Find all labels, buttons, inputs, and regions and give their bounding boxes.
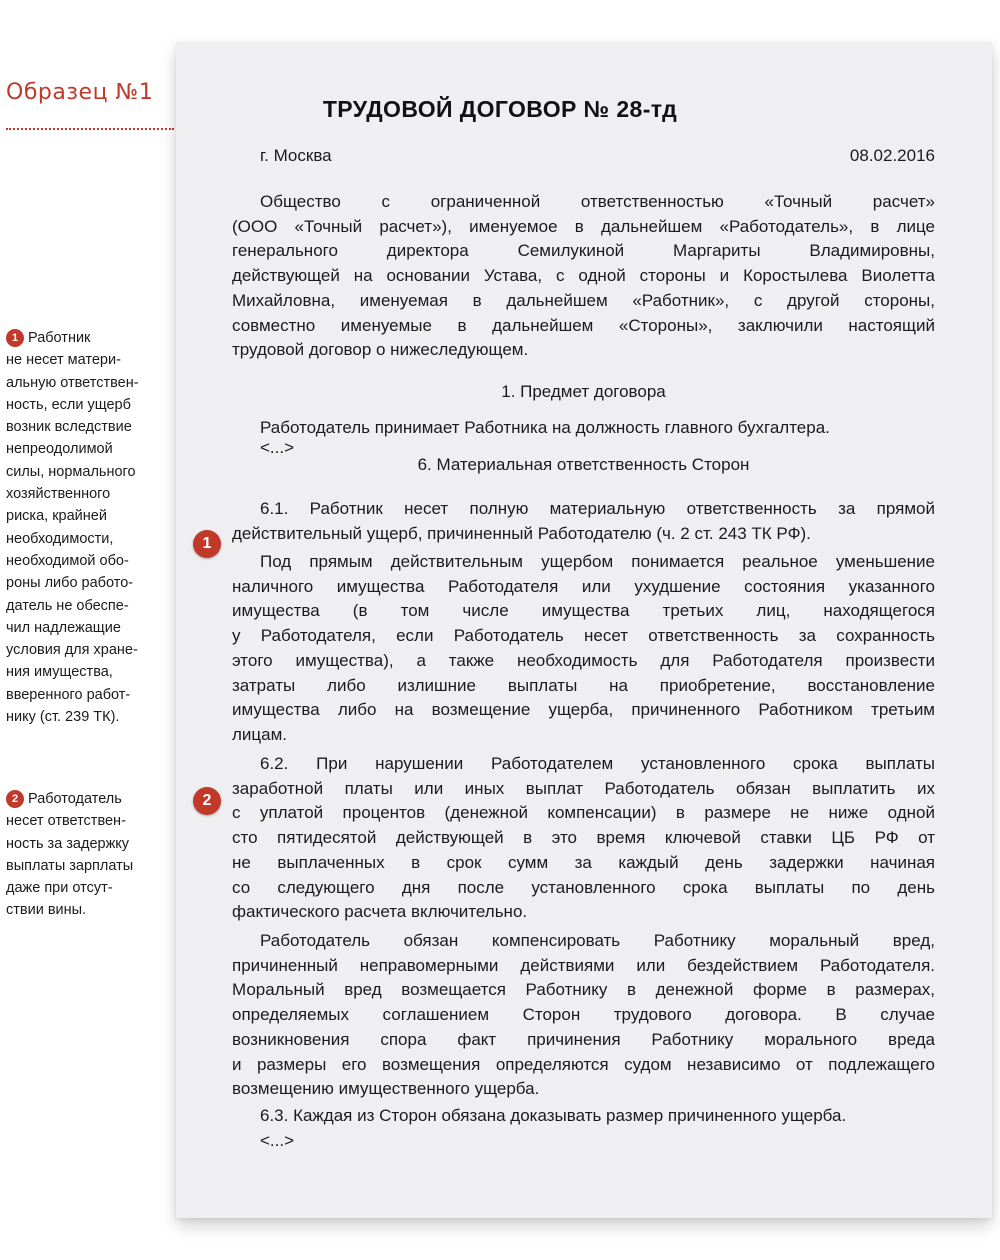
- text-line: сто пятидесятой действующей в это время ключевой ставки ЦБ РФ от: [232, 828, 935, 848]
- moral-damage-paragraph: [232, 929, 935, 1102]
- text-line: возникновения спора факт причинения Работнику морального вреда: [232, 1029, 935, 1049]
- text-line: Моральный вред возмещается Работнику в денежной форме в размерах,: [232, 980, 935, 1000]
- text-line: 6.2. При нарушении Работодателем установленного срока выплаты: [260, 754, 935, 773]
- note-1-marker: 1: [6, 329, 24, 347]
- text-line: определяемых соглашением Сторон трудового договора. В случае: [232, 1005, 935, 1025]
- text-line: Работодатель обязан компенсировать Работнику моральный вред,: [260, 931, 935, 950]
- ellipsis: <...>: [260, 438, 295, 457]
- text-line: наличного имущества Работодателя или ухудшение состояния указанного: [232, 576, 935, 596]
- note-line: необходимой обо-: [6, 552, 129, 569]
- note-line: условия для хране-: [6, 642, 138, 659]
- note-line: хозяйственного: [6, 486, 111, 503]
- text-line: (ООО «Точный расчет»), именуемое в дальнейшем «Работодатель», в лице: [232, 216, 935, 236]
- text-line: этого имущества), а также необходимость для Работодателя произвести: [232, 650, 935, 670]
- damage-definition-paragraph: [232, 550, 935, 748]
- note-line: несет ответствен-: [6, 813, 126, 830]
- sidebar-note-2: [6, 788, 156, 922]
- text-line: не выплаченных в срок сумм за каждый день задержки начиная: [232, 852, 935, 872]
- text-line: лицам.: [232, 724, 288, 744]
- text-line: генерального директора Семилукиной Маргариты Владимировны,: [232, 241, 935, 261]
- ellipsis: <...>: [260, 1130, 295, 1150]
- note-line: Работодатель: [28, 791, 122, 807]
- text-line: Под прямым действительным ущербом понимается реальное уменьшение: [260, 552, 935, 571]
- text-line: действительный ущерб, причиненный Работодателю (ч. 2 ст. 243 ТК РФ).: [232, 523, 811, 543]
- note-line: нику (ст. 239 ТК).: [6, 709, 120, 726]
- note-line: необходимости,: [6, 530, 114, 547]
- text-line: Общество с ограниченной ответственностью «Точный расчет»: [260, 192, 935, 211]
- note-line: ность, если ущерб: [6, 396, 131, 413]
- note-line: Работник: [28, 330, 91, 346]
- text-line: имущества либо на возмещение ущерба, причиненного Работником третьим: [232, 700, 935, 720]
- note-line: вверенного работ-: [6, 686, 131, 703]
- note-line: чил надлежащие: [6, 619, 121, 636]
- marker-1-badge: 1: [193, 530, 221, 558]
- text-line: 6.3. Каждая из Сторон обязана доказывать размер причиненного ущерба.: [260, 1106, 847, 1125]
- document-title: ТРУДОВОЙ ДОГОВОР № 28-тд: [322, 96, 678, 122]
- preamble-paragraph: [232, 190, 935, 363]
- note-line: ствии вины.: [6, 902, 87, 919]
- sidebar-note-1: [6, 327, 156, 728]
- note-line: ность за задержку: [6, 835, 130, 852]
- text-line: у Работодателя, если Работодатель несет ответственность за сохранность: [232, 626, 935, 646]
- text-line: Работодатель принимает Работника на должность главного бухгалтера.: [260, 418, 830, 437]
- marker-2-badge: 2: [193, 787, 221, 815]
- text-line: совместно именуемые в дальнейшем «Стороны», заключили настоящий: [232, 315, 935, 335]
- section-1-paragraph: [232, 418, 935, 458]
- text-line: имущества (в том числе имущества третьих лиц, находящегося: [232, 601, 935, 621]
- note-line: даже при отсут-: [6, 880, 113, 897]
- note-line: силы, нормального: [6, 463, 136, 480]
- note-line: датель не обеспе-: [6, 597, 129, 614]
- text-line: и размеры его возмещения определяются судом независимо от подлежащего: [232, 1054, 935, 1074]
- clause-6-1: [232, 497, 935, 546]
- section-1-heading: 1. Предмет договора: [501, 382, 666, 401]
- text-line: Михайловна, именуемая в дальнейшем «Работник», с другой стороны,: [232, 290, 935, 310]
- clause-6-2: [232, 752, 935, 925]
- note-2-marker: 2: [6, 790, 24, 808]
- text-line: возмещению имущественного ущерба.: [232, 1079, 540, 1099]
- text-line: причиненный неправомерными действиями или бездействием Работодателя.: [232, 955, 935, 975]
- note-line: не несет матери-: [6, 352, 121, 369]
- text-line: действующей на основании Устава, с одной стороны и Коростылева Виолетта: [232, 266, 935, 286]
- text-line: 6.1. Работник несет полную материальную ответственность за прямой: [260, 499, 935, 518]
- dotted-divider: [6, 128, 174, 130]
- document-city: г. Москва: [260, 146, 332, 165]
- note-line: альную ответствен-: [6, 374, 139, 391]
- note-line: выплаты зарплаты: [6, 857, 134, 874]
- note-1-first-line: [6, 327, 156, 349]
- note-line: роны либо работо-: [6, 575, 134, 592]
- sample-label: Образец №1: [6, 80, 154, 105]
- note-line: риска, крайней: [6, 508, 107, 525]
- note-line: непреодолимой: [6, 441, 113, 458]
- text-line: фактического расчета включительно.: [232, 902, 528, 922]
- clause-6-3: [232, 1104, 935, 1153]
- text-line: заработной платы или иных выплат Работодатель обязан выплатить их: [232, 778, 935, 798]
- text-line: трудовой договор о нижеследующем.: [232, 340, 529, 360]
- text-line: со следующего дня после установленного срока выплаты по день: [232, 877, 935, 897]
- note-line: ния имущества,: [6, 664, 113, 681]
- text-line: с уплатой процентов (денежной компенсации) в размере не ниже одной: [232, 803, 935, 823]
- text-line: затраты либо излишние выплаты на приобретение, восстановление: [232, 675, 935, 695]
- document-date: 08.02.2016: [849, 146, 935, 165]
- section-6-heading: 6. Материальная ответственность Сторон: [417, 455, 750, 474]
- note-2-first-line: [6, 788, 156, 810]
- note-line: возник вследствие: [6, 419, 132, 436]
